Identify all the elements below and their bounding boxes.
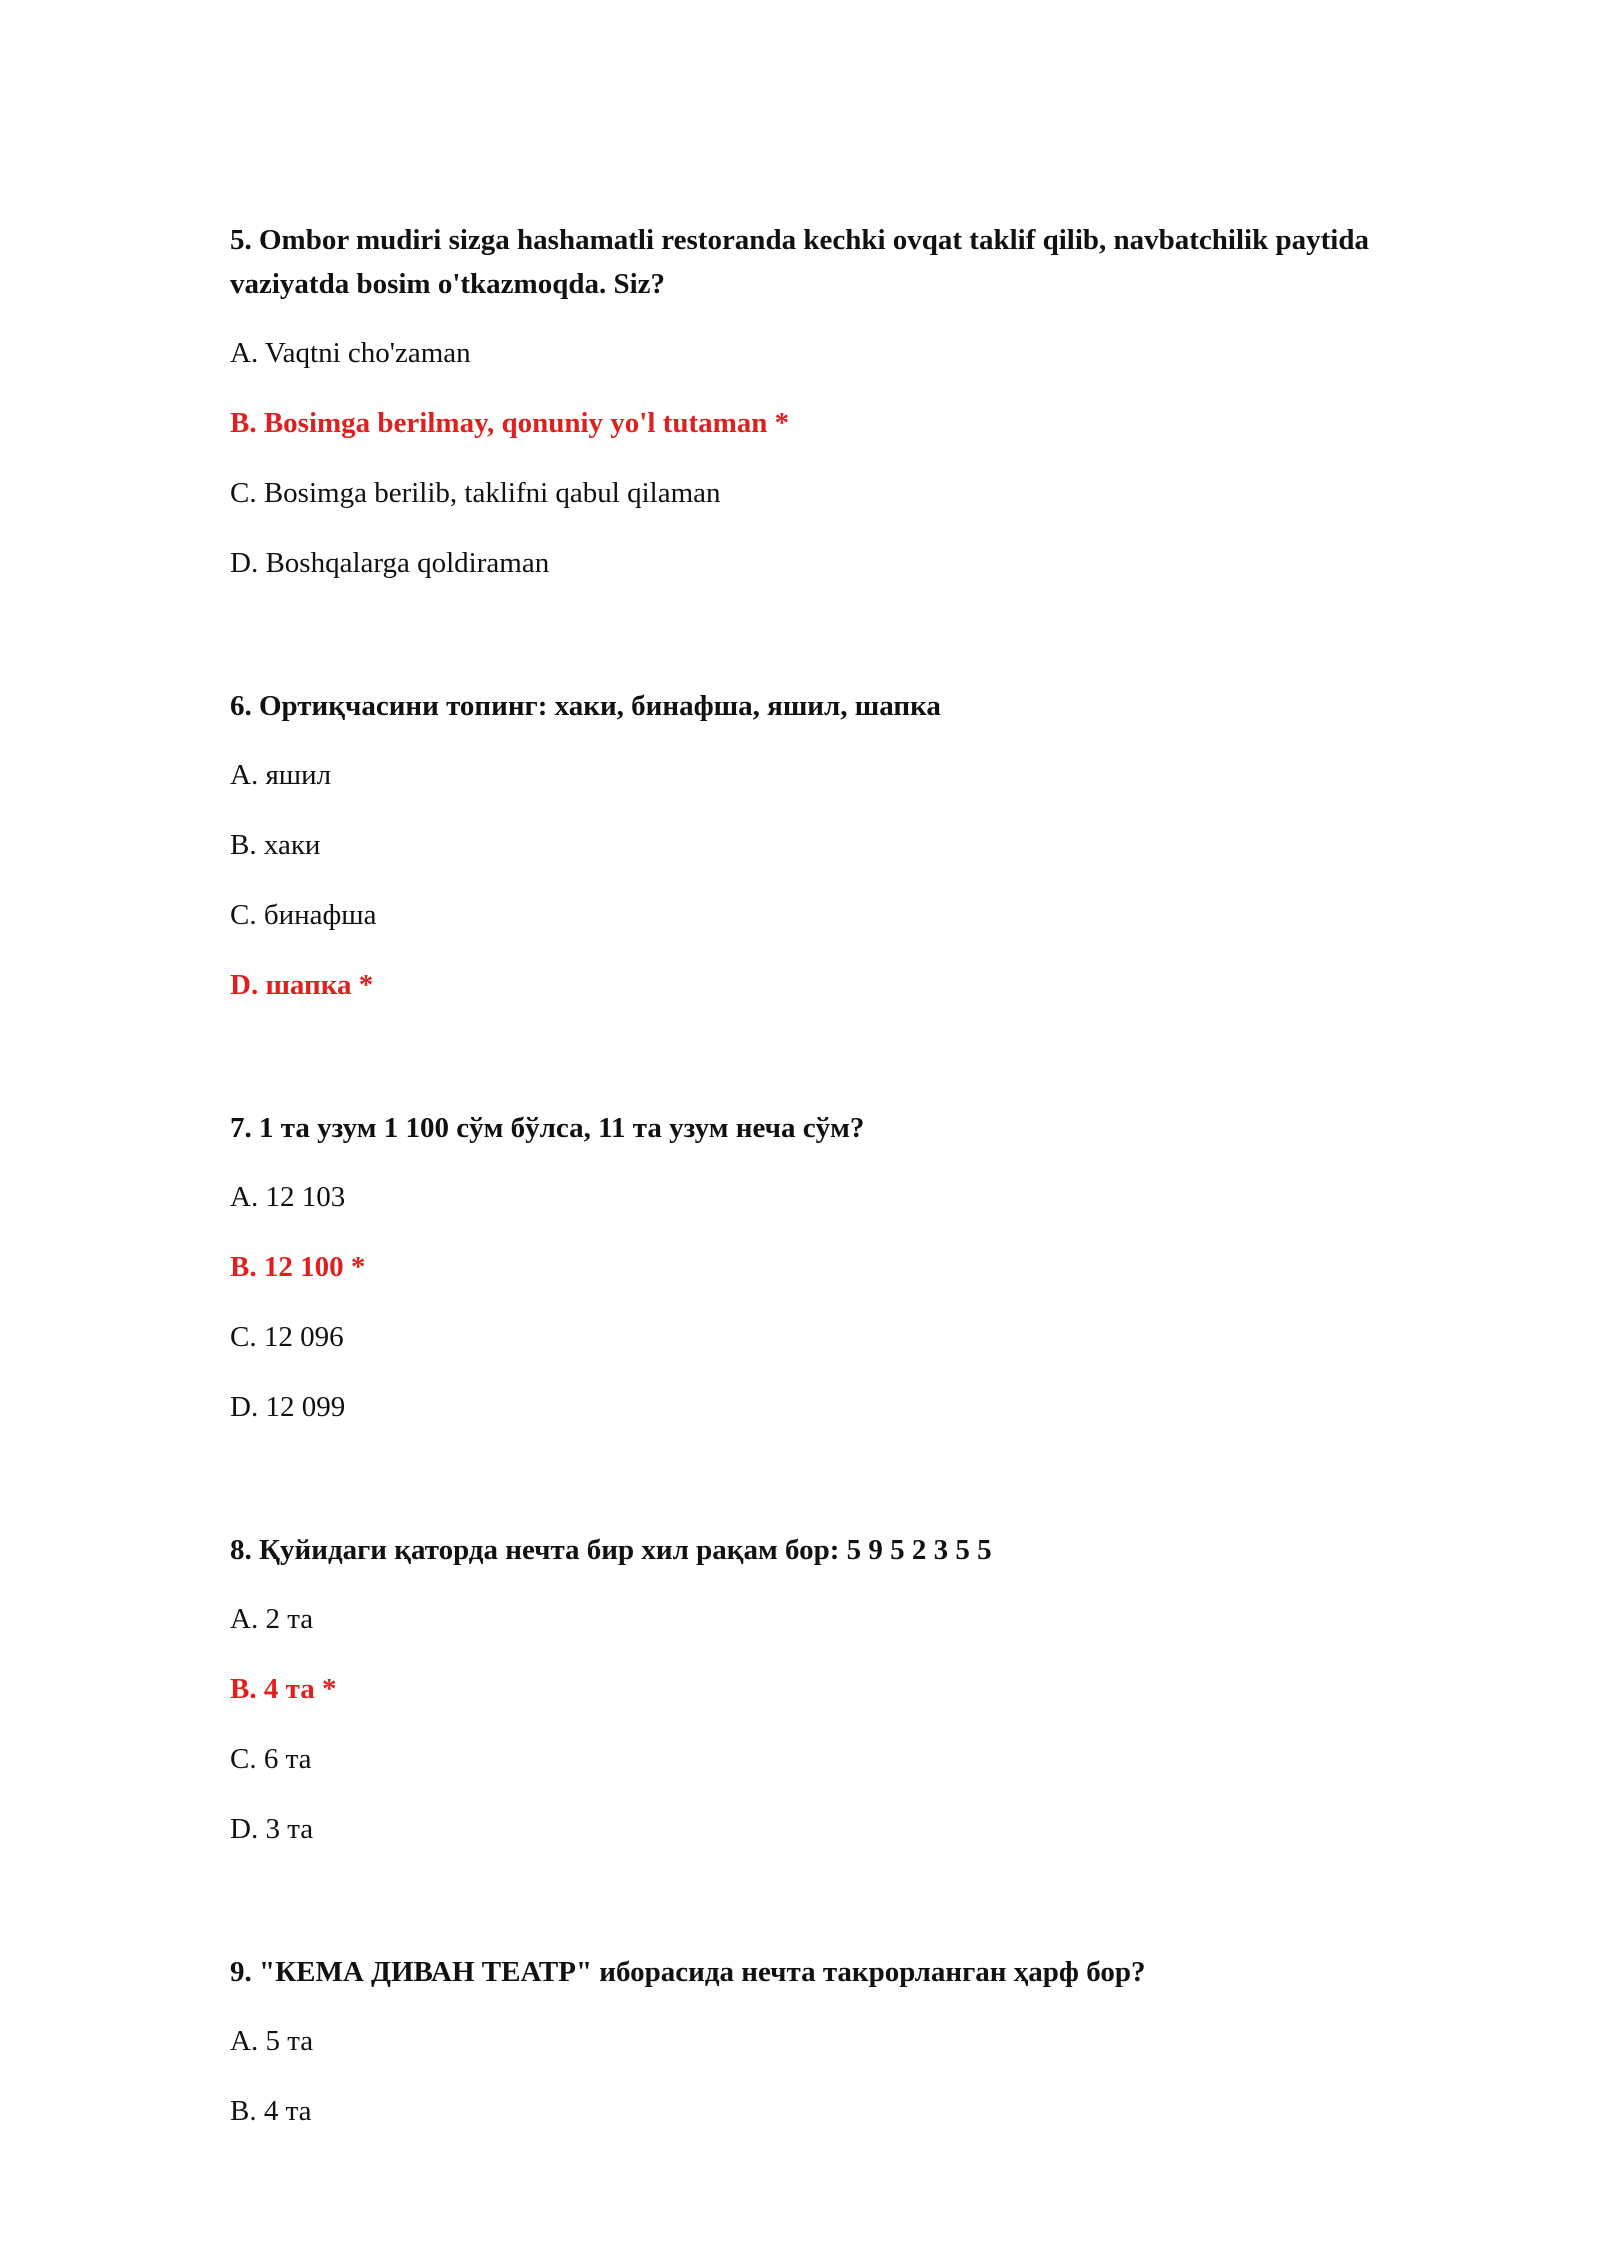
question-9 [230, 1950, 1410, 2133]
question-6 [230, 684, 1410, 1007]
option-d-correct: D. шапка * [230, 969, 374, 1001]
option-b: B. 4 та [230, 2095, 312, 2127]
question-text: 6. Ортиқчасини топинг: хаки, бинафша, яшил, шапка [230, 690, 941, 722]
option-c: C. бинафша [230, 899, 377, 931]
option-b-correct: B. 12 100 * [230, 1251, 366, 1283]
question-8 [230, 1528, 1410, 1851]
option-b: B. хаки [230, 829, 321, 861]
quiz-content [230, 218, 1410, 2133]
option-a: A. Vaqtni cho'zaman [230, 337, 471, 369]
question-text: 7. 1 та узум 1 100 сўм бўлса, 11 та узум неча сўм? [230, 1112, 865, 1144]
question-5 [230, 218, 1410, 585]
question-text: 5. Ombor mudiri sizga hashamatli restoranda kechki ovqat taklif qilib, navbatchilik paytida vaziyatda bosim o'tkazmoqda. Siz? [230, 224, 1369, 300]
option-b-correct: B. Bosimga berilmay, qonuniy yo'l tutaman * [230, 407, 790, 439]
option-d: D. 3 та [230, 1813, 314, 1845]
option-d: D. Boshqalarga qoldiraman [230, 547, 550, 579]
question-text: 8. Қуйидаги қаторда нечта бир хил рақам бор: 5 9 5 2 3 5 5 [230, 1534, 992, 1566]
option-d: D. 12 099 [230, 1391, 346, 1423]
option-c: C. 12 096 [230, 1321, 344, 1353]
option-a: A. 5 та [230, 2025, 314, 2057]
option-a: A. 12 103 [230, 1181, 346, 1213]
option-c: C. 6 та [230, 1743, 312, 1775]
option-c: C. Bosimga berilib, taklifni qabul qilaman [230, 477, 721, 509]
option-b-correct: B. 4 та * [230, 1673, 337, 1705]
option-a: A. 2 та [230, 1603, 314, 1635]
option-a: A. яшил [230, 759, 332, 791]
question-7 [230, 1106, 1410, 1429]
question-text: 9. "КЕМА ДИВАН ТЕАТР" иборасида нечта такрорланган ҳарф бор? [230, 1956, 1146, 1988]
